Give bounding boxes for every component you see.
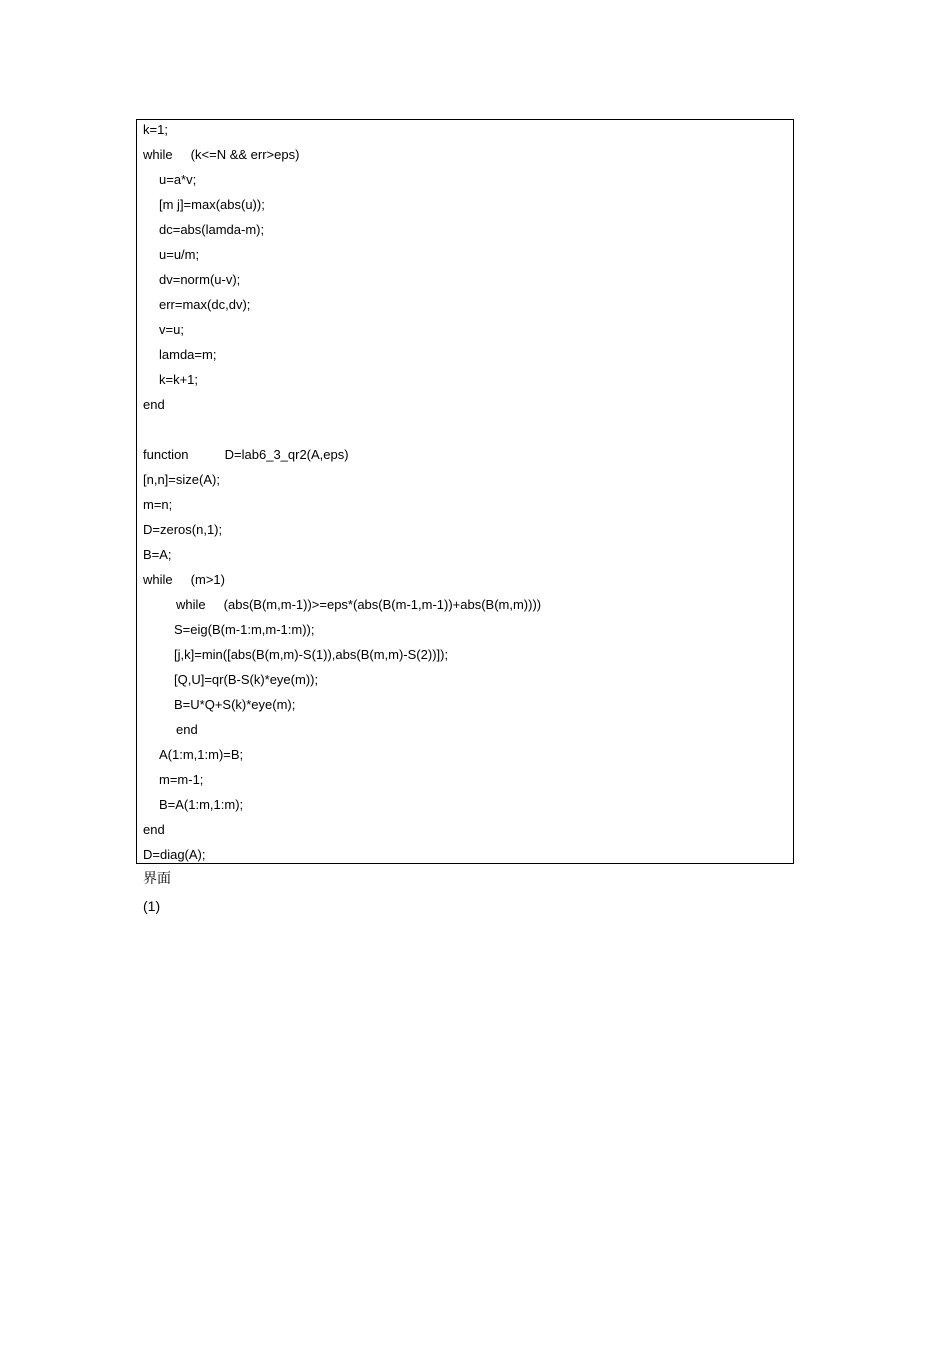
code-line: while (k<=N && err>eps) (143, 147, 300, 162)
code-line: end (143, 397, 165, 412)
code-line: S=eig(B(m-1:m,m-1:m)); (174, 622, 315, 637)
code-line: D=diag(A); (143, 847, 206, 862)
code-line: v=u; (159, 322, 184, 337)
code-line: [n,n]=size(A); (143, 472, 220, 487)
code-line: [m j]=max(abs(u)); (159, 197, 265, 212)
code-line: u=a*v; (159, 172, 197, 187)
code-line: dc=abs(lamda-m); (159, 222, 265, 237)
code-line: m=m-1; (159, 772, 204, 787)
code-line: u=u/m; (159, 247, 200, 262)
code-line: lamda=m; (159, 347, 217, 362)
item-label: (1) (143, 898, 161, 914)
code-line: B=A; (143, 547, 172, 562)
code-line: while (abs(B(m,m-1))>=eps*(abs(B(m-1,m-1))+abs(B(m,m)))) (176, 597, 542, 612)
code-line: A(1:m,1:m)=B; (159, 747, 244, 762)
code-line: end (143, 822, 165, 837)
code-line: k=1; (143, 122, 168, 137)
section-label: 界面 (143, 871, 171, 887)
code-line: dv=norm(u-v); (159, 272, 241, 287)
code-line: m=n; (143, 497, 173, 512)
code-line: while (m>1) (143, 572, 225, 587)
code-line: end (176, 722, 198, 737)
code-line: [Q,U]=qr(B-S(k)*eye(m)); (174, 672, 319, 687)
code-line: [j,k]=min([abs(B(m,m)-S(1)),abs(B(m,m)-S(2))]); (174, 647, 449, 662)
code-line: err=max(dc,dv); (159, 297, 251, 312)
code-line: function D=lab6_3_qr2(A,eps) (143, 447, 349, 462)
code-line: B=A(1:m,1:m); (159, 797, 244, 812)
code-listing-box (136, 119, 794, 864)
code-line: k=k+1; (159, 372, 199, 387)
code-line: D=zeros(n,1); (143, 522, 223, 537)
code-line: B=U*Q+S(k)*eye(m); (174, 697, 296, 712)
